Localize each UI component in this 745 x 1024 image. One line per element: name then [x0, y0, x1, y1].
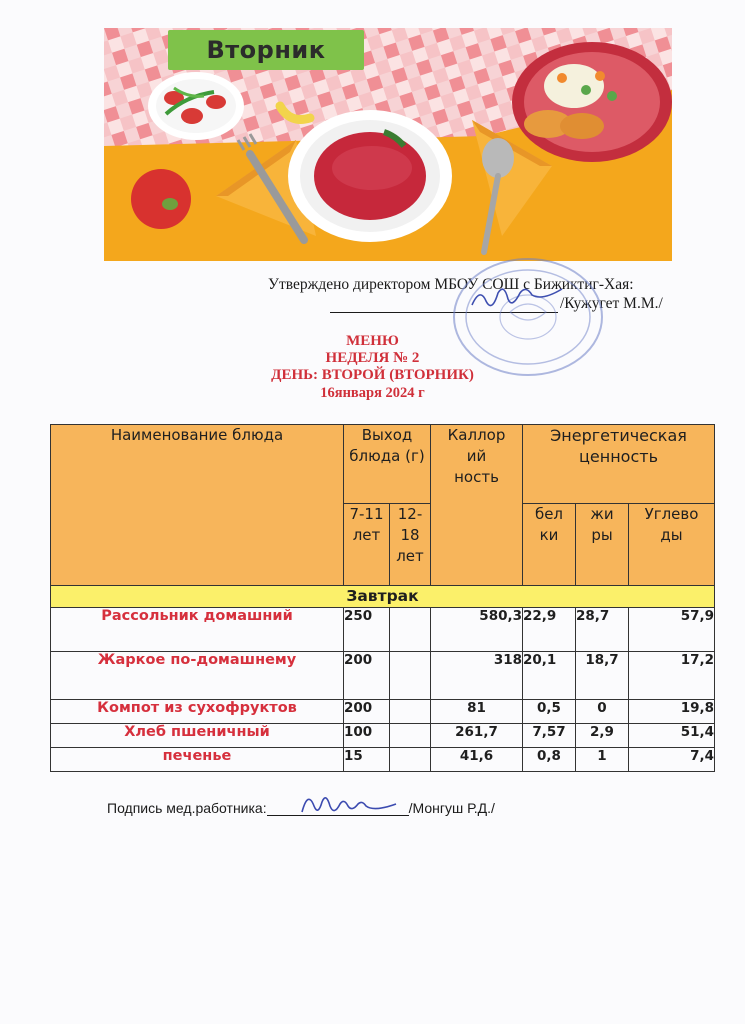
week-label: НЕДЕЛЯ № 2: [325, 350, 420, 366]
protein-value: 7,57: [523, 724, 576, 748]
header-dish: Наименование блюда: [51, 425, 344, 586]
header-fat: [576, 504, 629, 586]
fat-value: 1: [576, 748, 629, 772]
approval-text: Утверждено директором МБОУ СОШ с Бижиктиг-Хая:: [268, 276, 634, 293]
header-carbs-line: ды: [660, 526, 683, 544]
menu-title: МЕНЮ: [346, 333, 399, 349]
header-protein-line: бел: [534, 505, 564, 523]
protein-value: 20,1: [523, 652, 576, 700]
calories-value: 580,3: [431, 608, 523, 652]
header-yield: Выход блюда (г): [344, 425, 431, 504]
day-title-badge: Вторник: [168, 30, 364, 70]
table-row: [51, 608, 715, 652]
calories-value: 41,6: [431, 748, 523, 772]
yield-young: 200: [344, 700, 390, 724]
header-fat-line: ры: [591, 526, 613, 544]
protein-value: 22,9: [523, 608, 576, 652]
header-calories: [431, 425, 523, 586]
yield-old: [390, 608, 431, 652]
header-calories-line: ий: [466, 447, 487, 465]
table-row: [51, 652, 715, 700]
carbs-value: 7,4: [629, 748, 715, 772]
calories-value: 261,7: [431, 724, 523, 748]
yield-old: [390, 724, 431, 748]
header-carbs-line: Углево: [644, 505, 699, 523]
carbs-value: 51,4: [629, 724, 715, 748]
med-worker-name: /Монгуш Р.Д./: [408, 800, 495, 816]
header-protein: [523, 504, 576, 586]
menu-table: [50, 424, 715, 772]
calories-value: 318: [431, 652, 523, 700]
yield-old: [390, 700, 431, 724]
fat-value: 18,7: [576, 652, 629, 700]
table-row: [51, 700, 715, 724]
yield-old: [390, 652, 431, 700]
dish-name: печенье: [51, 748, 344, 772]
calories-value: 81: [431, 700, 523, 724]
yield-young: 100: [344, 724, 390, 748]
fat-value: 2,9: [576, 724, 629, 748]
med-signature-label: Подпись мед.работника:: [107, 800, 267, 816]
yield-young: 15: [344, 748, 390, 772]
carbs-value: 19,8: [629, 700, 715, 724]
protein-value: 0,5: [523, 700, 576, 724]
header-calories-line: Каллор: [447, 426, 506, 444]
protein-value: 0,8: [523, 748, 576, 772]
dish-name: Рассольник домашний: [51, 608, 344, 652]
menu-banner: [104, 28, 672, 261]
yield-young: 250: [344, 608, 390, 652]
header-age-12-18: 12-18 лет: [390, 504, 431, 586]
day-label: ДЕНЬ: ВТОРОЙ (ВТОРНИК): [271, 367, 474, 383]
table-row: [51, 748, 715, 772]
fat-value: 28,7: [576, 608, 629, 652]
dish-name: Хлеб пшеничный: [51, 724, 344, 748]
fat-value: 0: [576, 700, 629, 724]
dish-name: Компот из сухофруктов: [51, 700, 344, 724]
director-signature: [468, 283, 568, 313]
header-protein-line: ки: [539, 526, 559, 544]
table-row: [51, 724, 715, 748]
yield-old: [390, 748, 431, 772]
carbs-value: 57,9: [629, 608, 715, 652]
dish-name: Жаркое по-домашнему: [51, 652, 344, 700]
director-name: /Кужугет М.М./: [560, 295, 663, 312]
header-calories-line: ность: [454, 468, 499, 486]
header-carbs: [629, 504, 715, 586]
header-fat-line: жи: [590, 505, 614, 523]
date-label: 16января 2024 г: [320, 385, 425, 401]
yield-young: 200: [344, 652, 390, 700]
header-energy: Энергетическая ценность: [523, 425, 715, 504]
section-breakfast: Завтрак: [51, 586, 715, 608]
carbs-value: 17,2: [629, 652, 715, 700]
header-age-7-11: 7-11 лет: [344, 504, 390, 586]
med-signature: [296, 786, 406, 820]
